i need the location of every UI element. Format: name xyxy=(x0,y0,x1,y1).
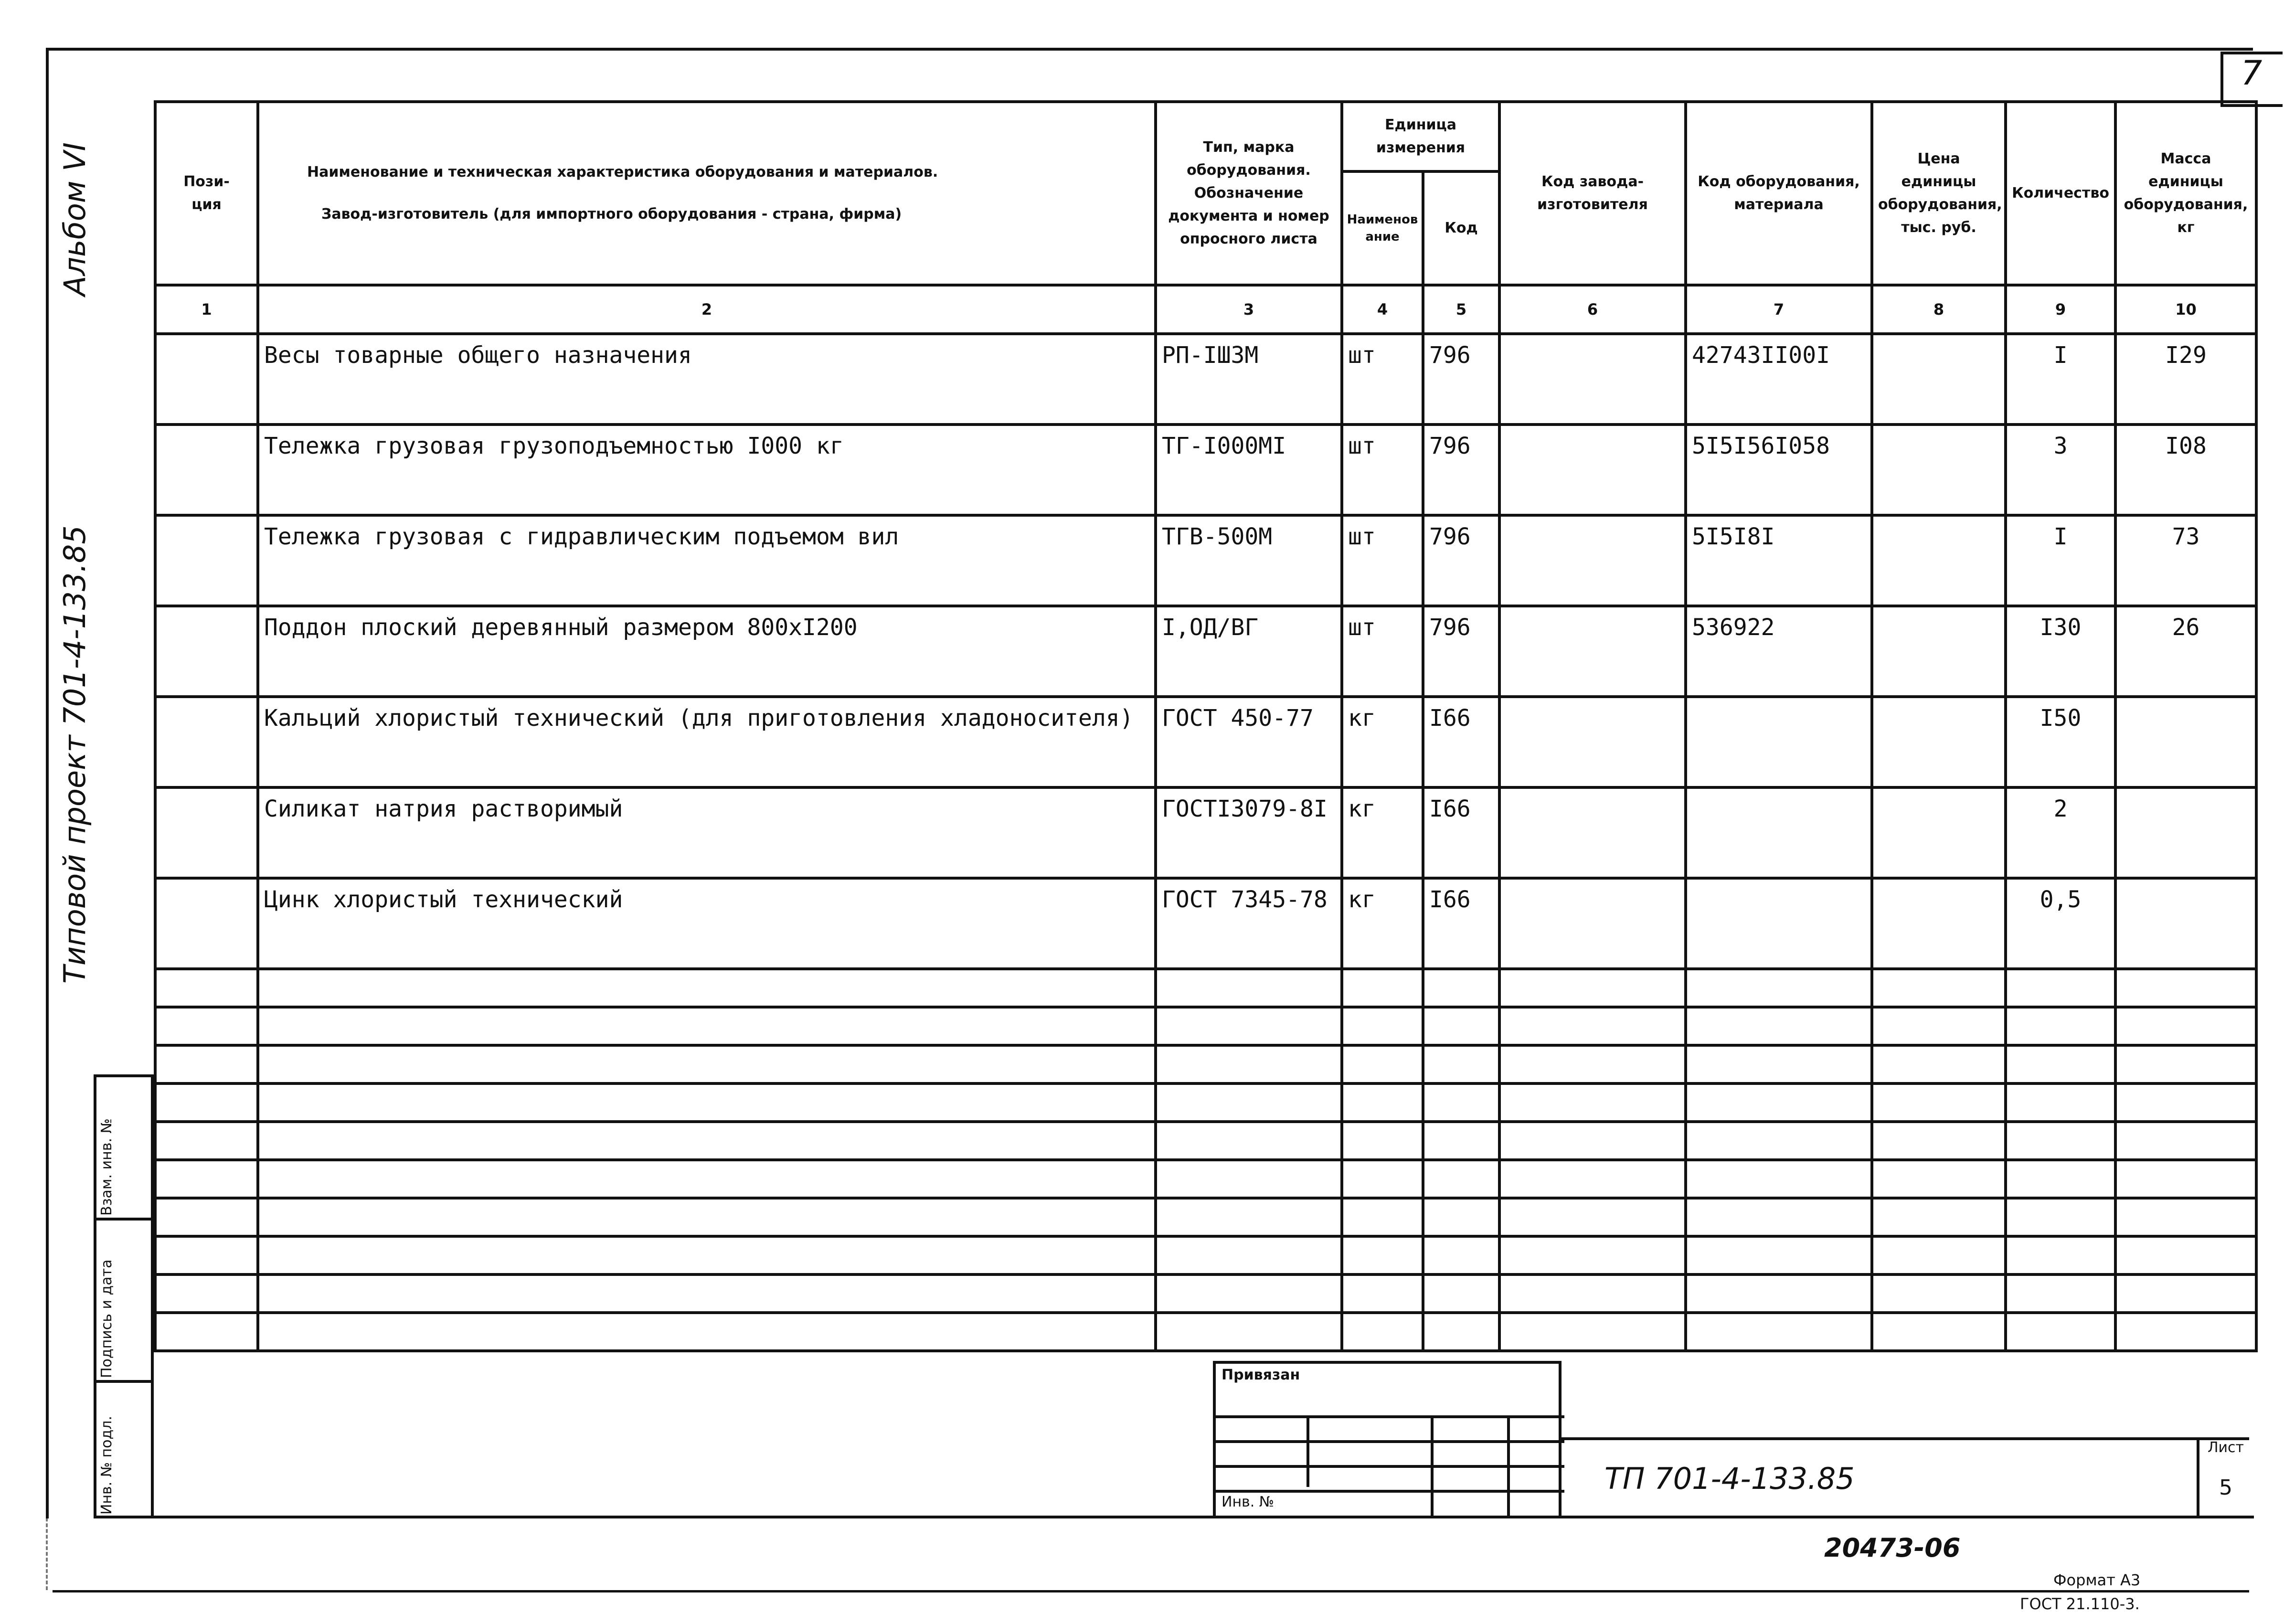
cell-mass: I29 xyxy=(2115,334,2256,425)
empty-cell xyxy=(1872,1313,2006,1351)
table-row xyxy=(155,606,2256,697)
empty-cell xyxy=(258,1198,1156,1236)
cell-type: ГОСТI3079-8I xyxy=(1156,787,1342,878)
cell-position xyxy=(155,334,258,425)
empty-cell xyxy=(2006,1313,2115,1351)
header-material-code: Код оборудования, материала xyxy=(1686,102,1872,285)
empty-cell xyxy=(155,1007,258,1045)
empty-cell xyxy=(155,1236,258,1274)
cell-factory-code xyxy=(1499,878,1686,969)
empty-cell xyxy=(2115,1236,2256,1274)
empty-cell xyxy=(2006,1236,2115,1274)
cell-unit: шт xyxy=(1342,606,1423,697)
header-unit-group: Единица измерения xyxy=(1342,102,1499,171)
cell-unit-code: 796 xyxy=(1423,425,1499,515)
cell-unit: кг xyxy=(1342,697,1423,787)
cell-position xyxy=(155,515,258,606)
empty-cell xyxy=(1423,1007,1499,1045)
table-row xyxy=(155,334,2256,425)
empty-cell xyxy=(1872,1007,2006,1045)
empty-cell xyxy=(1872,969,2006,1007)
cell-quantity: I50 xyxy=(2006,697,2115,787)
empty-cell xyxy=(1686,1083,1872,1122)
empty-cell xyxy=(1342,1122,1423,1160)
empty-cell xyxy=(2115,1045,2256,1083)
empty-cell xyxy=(1156,1313,1342,1351)
column-number: 6 xyxy=(1499,285,1686,334)
cell-unit: шт xyxy=(1342,425,1423,515)
stamp-label: Взам. инв. № xyxy=(98,1118,115,1216)
empty-cell xyxy=(2006,1083,2115,1122)
empty-cell xyxy=(1156,1274,1342,1313)
cell-unit-code: I66 xyxy=(1423,697,1499,787)
cell-name: Тележка грузовая грузоподъемностью I000 кг xyxy=(258,425,1156,515)
empty-cell xyxy=(1686,1198,1872,1236)
header-price: Цена единицы оборудования, тыс. руб. xyxy=(1872,102,2006,285)
cell-type: ТГВ-500М xyxy=(1156,515,1342,606)
empty-cell xyxy=(1423,1198,1499,1236)
header-name-line2: Завод-изготовитель (для импортного оборудования - страна, фирма) xyxy=(321,206,902,223)
empty-cell xyxy=(1686,1122,1872,1160)
column-number: 9 xyxy=(2006,285,2115,334)
cell-type: РП-IШ3М xyxy=(1156,334,1342,425)
empty-row xyxy=(155,1007,2256,1045)
empty-cell xyxy=(1686,1045,1872,1083)
empty-cell xyxy=(2006,1122,2115,1160)
empty-cell xyxy=(1423,969,1499,1007)
empty-cell xyxy=(1423,1160,1499,1198)
header-factory-code: Код завода-изготовителя xyxy=(1499,102,1686,285)
header-name-line1: Наименование и техническая характеристика оборудования и материалов. xyxy=(307,164,938,180)
sheet-number: 7 xyxy=(2241,53,2263,93)
grid-line xyxy=(1216,1490,1564,1493)
cell-name: Весы товарные общего назначения xyxy=(258,334,1156,425)
column-number: 1 xyxy=(155,285,258,334)
grid-line xyxy=(1431,1415,1434,1516)
empty-cell xyxy=(1342,1083,1423,1122)
column-number: 10 xyxy=(2115,285,2256,334)
empty-cell xyxy=(1499,969,1686,1007)
empty-cell xyxy=(1872,1083,2006,1122)
cell-name: Силикат натрия растворимый xyxy=(258,787,1156,878)
side-label-project: Типовой проект 701-4-133.85 xyxy=(57,525,92,984)
empty-cell xyxy=(1686,1236,1872,1274)
empty-cell xyxy=(1499,1236,1686,1274)
empty-cell xyxy=(155,1122,258,1160)
empty-cell xyxy=(258,1160,1156,1198)
cell-position xyxy=(155,606,258,697)
header-type: Тип, марка оборудования. Обозначение документа и номер опросного листа xyxy=(1156,102,1342,285)
empty-cell xyxy=(1686,1160,1872,1198)
frame-bottom-line xyxy=(143,1516,2254,1518)
cell-factory-code xyxy=(1499,606,1686,697)
cell-name: Поддон плоский деревянный размером 800xI200 xyxy=(258,606,1156,697)
empty-cell xyxy=(1156,1160,1342,1198)
empty-cell xyxy=(1872,1274,2006,1313)
table-row xyxy=(155,425,2256,515)
cell-unit: кг xyxy=(1342,878,1423,969)
cell-price xyxy=(1872,878,2006,969)
cell-price xyxy=(1872,515,2006,606)
header-mass: Масса единицы оборудования, кг xyxy=(2115,102,2256,285)
column-number: 2 xyxy=(258,285,1156,334)
cell-factory-code xyxy=(1499,697,1686,787)
cell-mass: I08 xyxy=(2115,425,2256,515)
empty-cell xyxy=(1499,1122,1686,1160)
stamp-label: Инв. № подл. xyxy=(98,1416,115,1515)
privyazan-block xyxy=(1213,1361,1562,1518)
cell-material-code xyxy=(1686,787,1872,878)
cell-mass xyxy=(2115,878,2256,969)
cell-material-code xyxy=(1686,697,1872,787)
empty-cell xyxy=(2006,969,2115,1007)
cell-material-code: 5I5I8I xyxy=(1686,515,1872,606)
cell-unit-code: I66 xyxy=(1423,787,1499,878)
empty-cell xyxy=(155,1274,258,1313)
empty-cell xyxy=(1423,1236,1499,1274)
sheet-list-value: 5 xyxy=(2219,1475,2232,1500)
empty-cell xyxy=(1156,1007,1342,1045)
table-row xyxy=(155,787,2256,878)
cell-name: Цинк хлористый технический xyxy=(258,878,1156,969)
grid-line xyxy=(1216,1415,1564,1418)
cell-type: I,ОД/ВГ xyxy=(1156,606,1342,697)
cell-name: Тележка грузовая с гидравлическим подъемом вил xyxy=(258,515,1156,606)
empty-row xyxy=(155,1236,2256,1274)
empty-cell xyxy=(1499,1007,1686,1045)
empty-cell xyxy=(1499,1274,1686,1313)
empty-cell xyxy=(1686,1313,1872,1351)
empty-cell xyxy=(155,1198,258,1236)
cell-price xyxy=(1872,787,2006,878)
header-name xyxy=(258,102,1156,285)
column-number: 7 xyxy=(1686,285,1872,334)
table-row xyxy=(155,697,2256,787)
empty-cell xyxy=(258,1313,1156,1351)
empty-cell xyxy=(1423,1083,1499,1122)
cell-price xyxy=(1872,697,2006,787)
empty-cell xyxy=(1156,1083,1342,1122)
header-quantity: Количество xyxy=(2006,102,2115,285)
empty-cell xyxy=(155,1083,258,1122)
inventory-label: Инв. № xyxy=(1222,1494,1275,1510)
header-unit-code: Код xyxy=(1423,171,1499,285)
empty-cell xyxy=(1342,969,1423,1007)
empty-row xyxy=(155,1274,2256,1313)
table-row xyxy=(155,515,2256,606)
cell-quantity: I30 xyxy=(2006,606,2115,697)
grid-line xyxy=(1307,1415,1309,1487)
cell-unit-code: 796 xyxy=(1423,606,1499,697)
inventory-number: 20473-06 xyxy=(1824,1533,1961,1563)
empty-cell xyxy=(2006,1045,2115,1083)
privyazan-label: Привязан xyxy=(1222,1367,1300,1383)
cell-mass: 73 xyxy=(2115,515,2256,606)
approval-stamp-column xyxy=(94,1074,154,1518)
empty-row xyxy=(155,1313,2256,1351)
cell-material-code: 42743II00I xyxy=(1686,334,1872,425)
cell-unit: шт xyxy=(1342,515,1423,606)
empty-cell xyxy=(1499,1313,1686,1351)
empty-cell xyxy=(2115,1007,2256,1045)
empty-cell xyxy=(258,1007,1156,1045)
empty-cell xyxy=(1423,1313,1499,1351)
cell-factory-code xyxy=(1499,515,1686,606)
cell-material-code: 5I5I56I058 xyxy=(1686,425,1872,515)
empty-cell xyxy=(2115,969,2256,1007)
empty-cell xyxy=(258,1122,1156,1160)
empty-cell xyxy=(258,1083,1156,1122)
empty-cell xyxy=(2115,1122,2256,1160)
empty-cell xyxy=(1156,1236,1342,1274)
empty-row xyxy=(155,1122,2256,1160)
cell-position xyxy=(155,425,258,515)
header-unit-name: Наименование xyxy=(1342,171,1423,285)
cell-unit: кг xyxy=(1342,787,1423,878)
empty-cell xyxy=(1872,1160,2006,1198)
cell-quantity: I xyxy=(2006,334,2115,425)
empty-cell xyxy=(1499,1160,1686,1198)
empty-cell xyxy=(1342,1313,1423,1351)
cell-unit-code: 796 xyxy=(1423,515,1499,606)
empty-cell xyxy=(2006,1274,2115,1313)
grid-line xyxy=(1216,1440,1564,1443)
empty-cell xyxy=(1342,1045,1423,1083)
empty-cell xyxy=(1872,1045,2006,1083)
footer-rule xyxy=(53,1590,2249,1592)
cell-name: Кальций хлористый технический (для приготовления хладоносителя) xyxy=(258,697,1156,787)
stamp-cell xyxy=(96,1383,151,1518)
empty-cell xyxy=(1423,1122,1499,1160)
empty-cell xyxy=(1156,1045,1342,1083)
cell-unit: шт xyxy=(1342,334,1423,425)
empty-cell xyxy=(1423,1274,1499,1313)
grid-line xyxy=(1216,1465,1564,1468)
empty-cell xyxy=(1156,969,1342,1007)
cell-type: ТГ-I000МI xyxy=(1156,425,1342,515)
empty-cell xyxy=(2115,1313,2256,1351)
sheet-list-label: Лист xyxy=(2207,1439,2244,1456)
cell-price xyxy=(1872,425,2006,515)
empty-row xyxy=(155,1083,2256,1122)
empty-cell xyxy=(258,969,1156,1007)
empty-cell xyxy=(2115,1274,2256,1313)
cell-type: ГОСТ 450-77 xyxy=(1156,697,1342,787)
grid-line xyxy=(1507,1415,1510,1516)
empty-cell xyxy=(1872,1122,2006,1160)
header-position: Пози- ция xyxy=(155,102,258,285)
empty-row xyxy=(155,969,2256,1007)
empty-cell xyxy=(2115,1083,2256,1122)
empty-cell xyxy=(258,1045,1156,1083)
column-numbers-row xyxy=(155,285,2256,334)
table-row xyxy=(155,878,2256,969)
empty-cell xyxy=(155,1160,258,1198)
empty-row xyxy=(155,1045,2256,1083)
empty-cell xyxy=(2115,1160,2256,1198)
stamp-label: Подпись и дата xyxy=(98,1259,115,1378)
column-number: 4 xyxy=(1342,285,1423,334)
empty-cell xyxy=(1499,1083,1686,1122)
empty-cell xyxy=(155,1045,258,1083)
cell-position xyxy=(155,697,258,787)
cell-unit-code: I66 xyxy=(1423,878,1499,969)
cell-mass xyxy=(2115,697,2256,787)
empty-cell xyxy=(1499,1045,1686,1083)
cell-type: ГОСТ 7345-78 xyxy=(1156,878,1342,969)
cell-factory-code xyxy=(1499,787,1686,878)
empty-cell xyxy=(1156,1122,1342,1160)
empty-cell xyxy=(1342,1007,1423,1045)
empty-cell xyxy=(1156,1198,1342,1236)
cell-quantity: 0,5 xyxy=(2006,878,2115,969)
cell-material-code xyxy=(1686,878,1872,969)
cell-quantity: I xyxy=(2006,515,2115,606)
paper-format: Формат А3 xyxy=(2053,1571,2141,1589)
empty-cell xyxy=(1686,1274,1872,1313)
specification-table xyxy=(154,100,2258,1352)
empty-cell xyxy=(1499,1198,1686,1236)
empty-cell xyxy=(1342,1274,1423,1313)
empty-cell xyxy=(1872,1198,2006,1236)
cell-quantity: 2 xyxy=(2006,787,2115,878)
cell-factory-code xyxy=(1499,425,1686,515)
document-code: ТП 701-4-133.85 xyxy=(1604,1461,1855,1496)
empty-cell xyxy=(258,1236,1156,1274)
empty-row xyxy=(155,1198,2256,1236)
empty-row xyxy=(155,1160,2256,1198)
stamp-cell xyxy=(96,1221,151,1383)
cell-material-code: 536922 xyxy=(1686,606,1872,697)
column-number: 8 xyxy=(1872,285,2006,334)
empty-cell xyxy=(1423,1045,1499,1083)
side-label-album: Альбом VI xyxy=(57,142,92,296)
cell-quantity: 3 xyxy=(2006,425,2115,515)
cell-position xyxy=(155,787,258,878)
column-number: 5 xyxy=(1423,285,1499,334)
empty-cell xyxy=(1686,1007,1872,1045)
empty-cell xyxy=(2006,1160,2115,1198)
empty-cell xyxy=(155,969,258,1007)
stamp-cell xyxy=(96,1077,151,1221)
cell-mass: 26 xyxy=(2115,606,2256,697)
empty-cell xyxy=(2115,1198,2256,1236)
cell-unit-code: 796 xyxy=(1423,334,1499,425)
empty-cell xyxy=(2006,1198,2115,1236)
empty-cell xyxy=(155,1313,258,1351)
empty-cell xyxy=(1342,1160,1423,1198)
empty-cell xyxy=(1872,1236,2006,1274)
gost-reference: ГОСТ 21.110-3. xyxy=(2020,1595,2140,1613)
cell-mass xyxy=(2115,787,2256,878)
empty-cell xyxy=(1342,1236,1423,1274)
cell-factory-code xyxy=(1499,334,1686,425)
column-number: 3 xyxy=(1156,285,1342,334)
empty-cell xyxy=(258,1274,1156,1313)
cell-price xyxy=(1872,606,2006,697)
cell-position xyxy=(155,878,258,969)
empty-cell xyxy=(2006,1007,2115,1045)
empty-cell xyxy=(1686,969,1872,1007)
empty-cell xyxy=(1342,1198,1423,1236)
cell-price xyxy=(1872,334,2006,425)
